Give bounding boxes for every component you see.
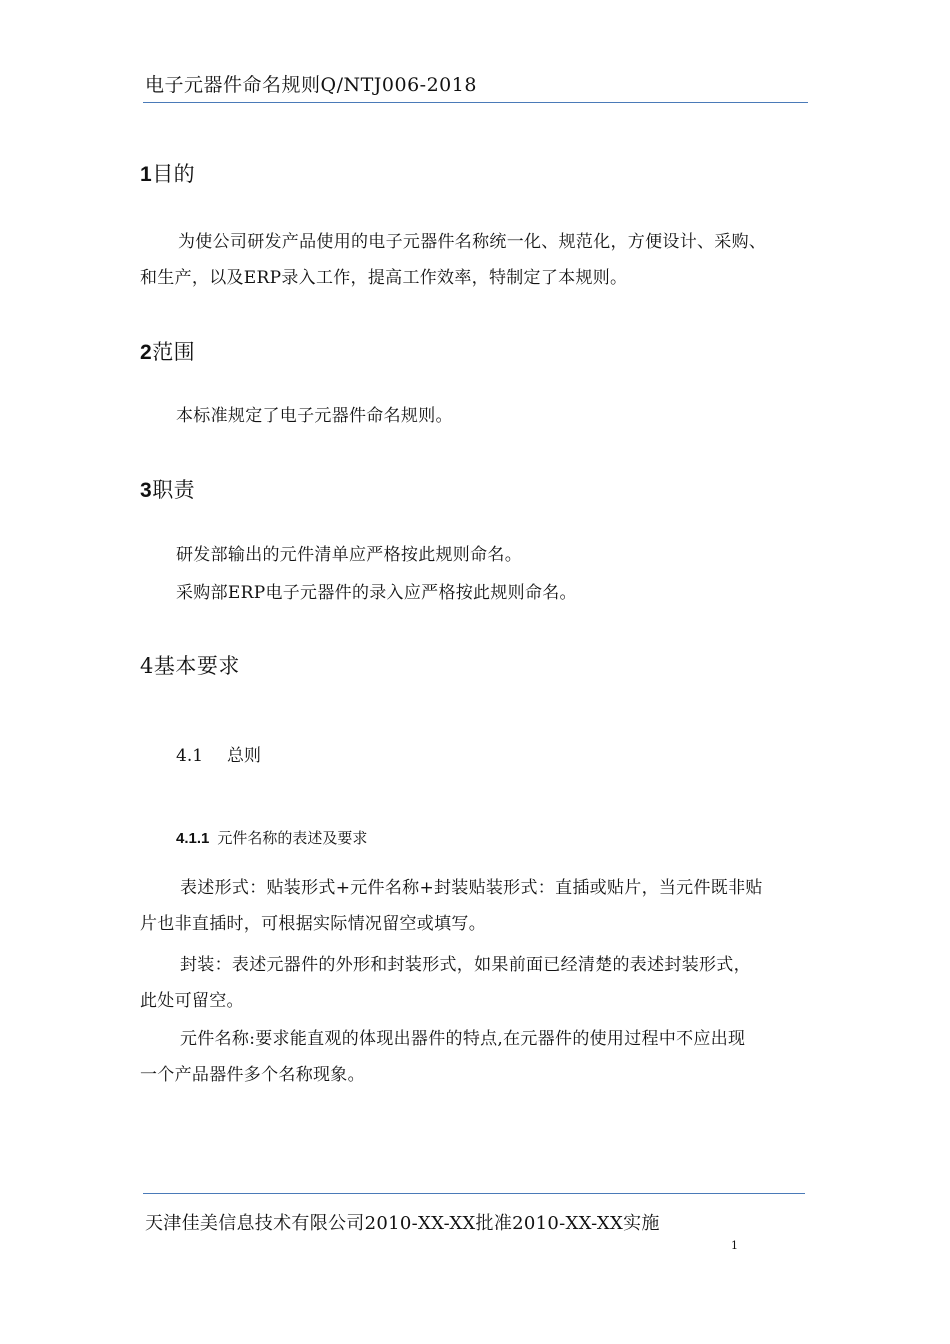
- section-2-line-1: 本标准规定了电子元器件命名规则。: [176, 406, 453, 426]
- subsection-4-1-1-heading: [176, 827, 367, 848]
- subsection-4-1-number: 4.1: [176, 746, 204, 766]
- section-2-heading: [140, 336, 195, 366]
- header-title: 电子元器件命名规则Q/NTJ006-2018: [145, 74, 477, 96]
- section-3-title: 职责: [152, 478, 196, 502]
- section-3-number: 3: [140, 479, 153, 502]
- section-1-line-1: 为使公司研发产品使用的电子元器件名称统一化、规范化，方便设计、采购、: [178, 232, 767, 252]
- section-4-title: 基本要求: [153, 654, 240, 678]
- section-4-number: 4: [140, 654, 154, 678]
- section-4-line-6: 一个产品器件多个名称现象。: [140, 1065, 365, 1085]
- section-4-line-4: 此处可留空。: [140, 991, 244, 1011]
- header-rule: [143, 102, 808, 103]
- section-1-number: 1: [140, 163, 153, 186]
- section-3-line-2: 采购部ERP电子元器件的录入应严格按此规则命名。: [176, 583, 577, 603]
- page-number: 1: [731, 1239, 738, 1252]
- section-1-line-2: 和生产，以及ERP录入工作，提高工作效率，特制定了本规则。: [140, 268, 628, 288]
- footer-text: 天津佳美信息技术有限公司2010-XX-XX批准2010-XX-XX实施: [145, 1213, 660, 1234]
- section-4-line-3: 封装：表述元器件的外形和封装形式，如果前面已经清楚的表述封装形式，: [180, 955, 751, 975]
- section-2-title: 范围: [152, 340, 196, 364]
- subsection-4-1-1-title: 元件名称的表述及要求: [217, 829, 368, 847]
- subsection-4-1-1-number: 4.1.1: [176, 830, 210, 847]
- footer-rule: [143, 1193, 805, 1194]
- section-3-heading: [140, 474, 195, 504]
- section-2-number: 2: [140, 341, 153, 364]
- section-3-line-1: 研发部输出的元件清单应严格按此规则命名。: [176, 545, 522, 565]
- subsection-4-1-title: 总则: [227, 746, 262, 766]
- section-1-heading: [140, 158, 195, 188]
- section-4-line-2: 片也非直插时，可根据实际情况留空或填写。: [140, 914, 486, 934]
- section-4-line-5: 元件名称:要求能直观的体现出器件的特点,在元器件的使用过程中不应出现: [180, 1029, 746, 1049]
- section-4-line-1: 表述形式：贴装形式+元件名称+封装贴装形式：直插或贴片，当元件既非贴: [180, 878, 763, 898]
- section-1-title: 目的: [152, 162, 196, 186]
- section-4-heading: [140, 650, 240, 680]
- subsection-4-1-heading: [176, 741, 261, 766]
